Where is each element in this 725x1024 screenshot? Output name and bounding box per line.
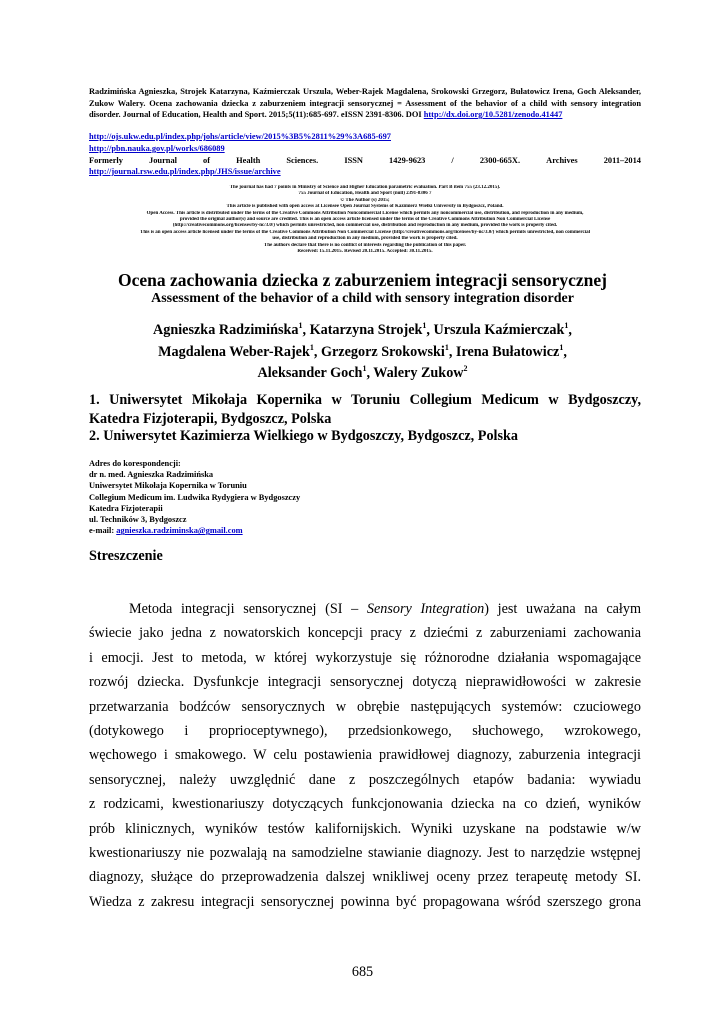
text-run-italic: Sensory Integration xyxy=(366,601,485,617)
affil-mark: 1 xyxy=(362,364,367,373)
corr-line: ul. Techników 3, Bydgoszcz xyxy=(89,515,187,525)
formerly-word: Sciences. xyxy=(286,156,319,165)
note-line: use, distribution and reproduction in any medium, provided the work is properly cited. xyxy=(272,236,458,242)
abstract-line xyxy=(89,597,641,621)
affil-mark: 2 xyxy=(463,364,468,373)
formerly-word: ISSN xyxy=(344,156,363,165)
formerly-word: Formerly xyxy=(89,156,123,165)
formerly-word: of xyxy=(203,156,211,165)
corr-line: Uniwersytet Mikołaja Kopernika w Toruniu xyxy=(89,481,247,491)
abstract-line: przetwarzania bodźców sensorycznych w obrębie następujących systemów: czuciowego xyxy=(89,698,641,715)
affiliation-1: 1. Uniwersytet Mikołaja Kopernika w Toruniu Collegium Medicum w Bydgoszczy, Katedra Fizjoterapii, Bydgoszcz, Polska xyxy=(89,392,641,427)
email-link[interactable]: agnieszka.radziminska@gmail.com xyxy=(116,526,243,536)
note-line: provided the original author(s) and source are credited. This is an open access article licensed under the terms of the Creative Commons Attribution Non Commercial License xyxy=(179,217,551,223)
citation-text: Radzimińska Agnieszka, Strojek Katarzyna, Kaźmierczak Urszula, Weber-Rajek Magdalena, Srokowski Grzegorz, Bułatowicz Irena, Goch Aleksander, Zukow Walery. Ocena zachowania dziecka z zaburzeniem integracji sensorycznej = Assessment of the behavior of a child with sensory integration disorder. Journal of Education, Health and Sport. 2015;5(11):685-697. eISSN 2391-8306. DOI xyxy=(89,87,641,120)
note-line: (http://creativecommons.org/licenses/by-nc/3.0/) which permits unrestricted, non commercial use, distribution and reproduction in any medium, provided the work is properly cited. xyxy=(172,223,558,229)
abstract-line: kwestionariuszy nie pozwalają na samodzielne stawianie diagnozy. Jest to narzędzie wstępnej xyxy=(89,844,641,861)
abstract-line: z rodzicami, kwestionariuszy dotyczących funkcjonowania dziecka na co dzień, wyników xyxy=(89,796,641,813)
abstract-line: i emocji. Jest to metoda, w której wykorzystuje się różnorodne działania wspomagające xyxy=(89,649,641,666)
note-line: Open Access. This article is distributed under the terms of the Creative Commons Attribution Noncommercial License which permits any noncommercial use, distribution, and reproduction in any medium, xyxy=(146,210,584,216)
corr-email-line xyxy=(89,525,641,536)
license-notes xyxy=(60,185,670,255)
abstract-line: rozwój dziecka. Dysfunkcje integracji sensorycznej dotyczą nieprawidłowości w zakresie xyxy=(89,674,641,691)
author: Grzegorz Srokowski xyxy=(320,343,445,360)
article-link[interactable]: http://ojs.ukw.edu.pl/index.php/johs/article/view/2015%3B5%2811%29%3A685-697 xyxy=(89,132,391,141)
affiliation-2: 2. Uniwersytet Kazimierza Wielkiego w Bydgoszczy, Bydgoszcz, Polska xyxy=(89,428,518,444)
formerly-word: Journal xyxy=(149,156,177,165)
formerly-word: 2300-665X. xyxy=(479,156,521,165)
note-line: © The Author (s) 2015; xyxy=(340,197,390,203)
author: Agnieszka Radzimińska xyxy=(153,322,299,338)
page-number: 685 xyxy=(351,964,374,980)
citation-block xyxy=(89,86,641,121)
corr-line: Katedra Fizjoterapii xyxy=(89,503,163,513)
formerly-word: Archives xyxy=(546,156,578,165)
abstract-line: sensorycznej, należy uwzględnić dane z poszczególnych etapów badania: wywiadu xyxy=(89,771,641,788)
author: Aleksander Goch xyxy=(257,365,363,381)
text-run: Metoda integracji sensorycznej (SI – xyxy=(129,601,367,617)
formerly-word: 2011–2014 xyxy=(603,156,641,165)
note-line: This is an open access article licensed under the terms of the Creative Commons Attribution Non Commercial License (http://creativecommons.org/licenses/by-nc/3.0/) which permits unrestricted, non commercial xyxy=(140,229,590,235)
note-line: This article is published with open access at Licensee Open Journal Systems of Kazimierz Wielki University in Bydgoszcz, Poland. xyxy=(226,204,504,210)
author: Magdalena Weber-Rajek xyxy=(158,343,310,360)
doi-link[interactable]: http://dx.doi.org/10.5281/zenodo.41447 xyxy=(423,110,563,120)
author: Irena Bułatowicz xyxy=(455,343,560,360)
affil-mark: 1 xyxy=(422,321,427,330)
abstract-line: (dotykowego i proprioceptywnego), przedsionkowego, słuchowego, wzrokowego, xyxy=(89,722,641,739)
author: Urszula Kaźmierczak xyxy=(433,322,565,338)
note-line: The journal has had 7 points in Ministry of Science and Higher Education parametric evaluation. Part B item 755 (23.12.2015). xyxy=(229,185,501,190)
author: Katarzyna Strojek xyxy=(309,322,423,338)
pbn-link[interactable]: http://pbn.nauka.gov.pl/works/686089 xyxy=(89,144,225,153)
author-list: Agnieszka Radzimińska$^1$, Katarzyna Strojek$^1$, Urszula Kaźmierczak$^1$, Magdalena Weber-Rajek$^1$, Grzegorz Srokowski$^1$, Irena Bułatowicz$^1$, Aleksander Goch$^1$, Walery Zukow$^2$ xyxy=(153,321,572,381)
abstract-text xyxy=(89,597,641,914)
email-label: e-mail: xyxy=(89,526,115,536)
formerly-line xyxy=(89,155,641,167)
formerly-word: Health xyxy=(236,156,261,165)
abstract-line: węchowego i smakowego. W celu postawienia prawidłowej diagnozy, zaburzenia integracji xyxy=(89,747,641,764)
archive-link[interactable]: http://journal.rsw.edu.pl/index.php/JHS/issue/archive xyxy=(89,167,281,176)
corr-line: Adres do korespondencji: xyxy=(89,459,181,468)
affil-mark: 1 xyxy=(298,321,303,330)
affil-mark: 1 xyxy=(309,342,314,352)
text-run: ) jest uważana na całym xyxy=(484,601,641,617)
abstract-line: Wiedza z zakresu integracji sensorycznej powinna być propagowana wśród szerszego grona xyxy=(89,893,641,910)
note-line: The authors declare that there is no conflict of interests regarding the publication of this paper. xyxy=(263,242,467,248)
correspondence-block xyxy=(89,458,641,536)
formerly-word: 1429-9623 xyxy=(389,156,426,165)
abstract-line: świecie jako jedna z nowatorskich koncepcji pracy z dziećmi z zaburzeniami zachowania xyxy=(89,625,641,642)
affil-mark: 1 xyxy=(444,342,449,352)
corr-line: Collegium Medicum im. Ludwika Rydygiera w Bydgoszczy xyxy=(89,492,301,502)
corr-line: dr n. med. Agnieszka Radzimińska xyxy=(89,470,214,480)
affil-mark: 1 xyxy=(564,321,569,330)
section-heading: Streszczenie xyxy=(89,548,163,564)
affil-mark: 1 xyxy=(559,342,564,352)
note-line: 755 Journal of Education, Health and Sport (null) 2391-8306 7 xyxy=(298,191,432,197)
title-english: Assessment of the behavior of a child with sensory integration disorder xyxy=(151,291,574,306)
title-polish: Ocena zachowania dziecka z zaburzeniem integracji sensorycznej xyxy=(118,270,607,290)
abstract-line: prób klinicznych, wyników testów kalifornijskich. Wyniki uzyskane na podstawie w/w xyxy=(89,820,641,837)
formerly-word: / xyxy=(451,156,454,165)
abstract-line: diagnozy, służące do przeprowadzenia dalszej wnikliwej oceny przez terapeutę metody SI. xyxy=(89,869,641,886)
note-line: Received: 15.11.2015. Revised 20.11.2015. Accepted: 30.11.2015. xyxy=(297,249,433,255)
author: Walery Zukow xyxy=(373,365,464,381)
